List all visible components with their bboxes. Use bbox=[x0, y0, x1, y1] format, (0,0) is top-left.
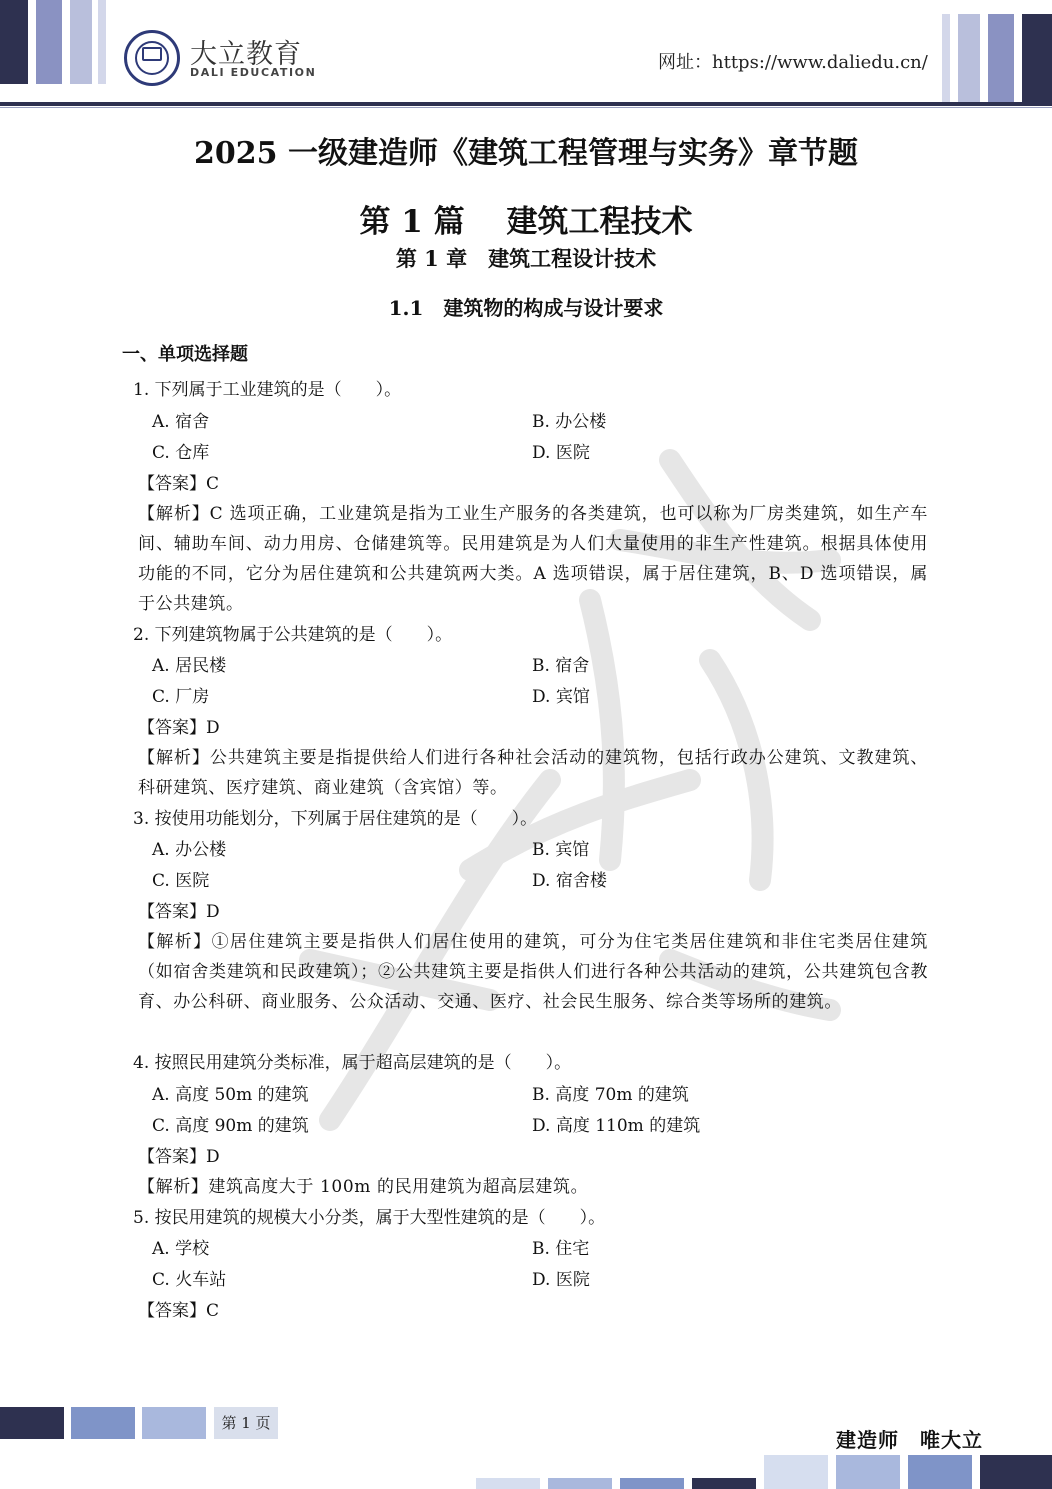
header-bar bbox=[1022, 14, 1052, 102]
option-d: D. 宾馆 bbox=[532, 687, 590, 707]
option-a: A. 居民楼 bbox=[152, 656, 227, 676]
header-bar bbox=[70, 0, 92, 84]
answer bbox=[138, 473, 219, 495]
footer-bar bbox=[620, 1478, 684, 1489]
header-bar bbox=[988, 14, 1014, 102]
answer bbox=[138, 1300, 219, 1322]
answer-tag: 【答案】 bbox=[138, 474, 206, 494]
explanation-text: ①居住建筑主要是指供人们居住使用的建筑，可分为住宅类居住建筑和非住宅类居住建筑（如宿舍类建筑和民政建筑）；②公共建筑主要是指供人们进行各种公共活动的建筑，公共建筑包含教育、办公科研、商业服务、公众活动、交通、医疗、社会民生服务、综合类等场所的建筑。 bbox=[138, 932, 928, 1012]
footer-bar bbox=[692, 1478, 756, 1489]
section-title: 1.1 建筑物的构成与设计要求 bbox=[388, 296, 664, 320]
website-url[interactable]: 网址：https://www.daliedu.cn/ bbox=[658, 52, 928, 73]
answer-tag: 【答案】 bbox=[138, 718, 206, 738]
answer bbox=[138, 717, 220, 739]
question-stem: 1. 下列属于工业建筑的是（ ）。 bbox=[133, 380, 402, 400]
option-a: A. 学校 bbox=[152, 1239, 210, 1259]
explanation bbox=[138, 743, 928, 803]
option-c: C. 仓库 bbox=[152, 443, 210, 463]
answer bbox=[138, 1146, 220, 1168]
explanation-text: C 选项正确，工业建筑是指为工业生产服务的各类建筑，也可以称为厂房类建筑，如生产车间、辅助车间、动力用房、仓储建筑等。民用建筑是为人们大量使用的非生产性建筑。根据具体使用功能的不同，它分为居住建筑和公共建筑两大类。A 选项错误，属于居住建筑，B、D 选项错误，属于公共建筑。 bbox=[138, 504, 928, 614]
explanation-tag: 【解析】 bbox=[138, 504, 210, 524]
option-a: A. 高度 50m 的建筑 bbox=[152, 1085, 309, 1105]
footer-bar bbox=[980, 1455, 1052, 1489]
option-b: B. 办公楼 bbox=[532, 412, 607, 432]
question-type-heading: 一、单项选择题 bbox=[122, 344, 248, 365]
question-stem: 4. 按照民用建筑分类标准，属于超高层建筑的是（ ）。 bbox=[133, 1053, 572, 1073]
header-divider bbox=[0, 102, 1052, 106]
option-d: D. 医院 bbox=[532, 443, 590, 463]
footer-bar bbox=[0, 1407, 64, 1439]
question-stem: 2. 下列建筑物属于公共建筑的是（ ）。 bbox=[133, 625, 453, 645]
option-a: A. 办公楼 bbox=[152, 840, 227, 860]
explanation bbox=[138, 927, 928, 1017]
header-bar bbox=[958, 14, 980, 102]
answer-value: C bbox=[206, 474, 220, 494]
option-c: C. 医院 bbox=[152, 871, 210, 891]
answer-value: D bbox=[206, 718, 220, 738]
part-title: 第 1 篇 建筑工程技术 bbox=[359, 204, 693, 240]
header-bar bbox=[98, 0, 106, 84]
answer-tag: 【答案】 bbox=[138, 1301, 206, 1321]
answer-tag: 【答案】 bbox=[138, 902, 206, 922]
document-title: 2025 一级建造师《建筑工程管理与实务》章节题 bbox=[194, 136, 858, 171]
answer-value: D bbox=[206, 902, 220, 922]
option-c: C. 厂房 bbox=[152, 687, 210, 707]
brand-name: 大立教育 bbox=[190, 39, 302, 70]
footer-bar bbox=[908, 1455, 972, 1489]
answer-tag: 【答案】 bbox=[138, 1147, 206, 1167]
option-d: D. 宿舍楼 bbox=[532, 871, 607, 891]
option-b: B. 宾馆 bbox=[532, 840, 590, 860]
question-stem: 3. 按使用功能划分，下列属于居住建筑的是（ ）。 bbox=[133, 809, 538, 829]
footer-bar bbox=[764, 1455, 828, 1489]
explanation-text: 公共建筑主要是指提供给人们进行各种社会活动的建筑物，包括行政办公建筑、文教建筑、科研建筑、医疗建筑、商业建筑（含宾馆）等。 bbox=[138, 748, 929, 798]
question-stem: 5. 按民用建筑的规模大小分类，属于大型性建筑的是（ ）。 bbox=[133, 1208, 606, 1228]
option-c: C. 高度 90m 的建筑 bbox=[152, 1116, 309, 1136]
explanation-tag: 【解析】 bbox=[138, 1177, 209, 1197]
page-number: 第 1 页 bbox=[214, 1407, 278, 1439]
explanation-tag: 【解析】 bbox=[138, 748, 210, 768]
footer-slogan: 建造师 唯大立 bbox=[836, 1428, 983, 1452]
answer-value: D bbox=[206, 1147, 220, 1167]
footer-bar bbox=[476, 1478, 540, 1489]
footer-bar bbox=[836, 1455, 900, 1489]
footer-bar bbox=[71, 1407, 135, 1439]
option-b: B. 宿舍 bbox=[532, 656, 590, 676]
header-bar bbox=[0, 0, 28, 84]
header-bar bbox=[36, 0, 62, 84]
explanation-text: 建筑高度大于 100m 的民用建筑为超高层建筑。 bbox=[208, 1177, 589, 1197]
explanation-tag: 【解析】 bbox=[138, 932, 212, 952]
footer-bar bbox=[142, 1407, 206, 1439]
footer-bar bbox=[548, 1478, 612, 1489]
explanation bbox=[138, 499, 928, 619]
option-d: D. 高度 110m 的建筑 bbox=[532, 1116, 701, 1136]
explanation bbox=[138, 1172, 928, 1202]
option-b: B. 住宅 bbox=[532, 1239, 590, 1259]
chapter-title: 第 1 章 建筑工程设计技术 bbox=[395, 246, 657, 271]
option-c: C. 火车站 bbox=[152, 1270, 227, 1290]
logo-icon bbox=[124, 30, 180, 86]
option-d: D. 医院 bbox=[532, 1270, 590, 1290]
answer-value: C bbox=[206, 1301, 220, 1321]
brand-name-en: DALI EDUCATION bbox=[190, 66, 317, 79]
header-divider bbox=[0, 107, 1052, 108]
answer bbox=[138, 901, 220, 923]
header-bar bbox=[942, 14, 950, 102]
option-a: A. 宿舍 bbox=[152, 412, 210, 432]
option-b: B. 高度 70m 的建筑 bbox=[532, 1085, 689, 1105]
